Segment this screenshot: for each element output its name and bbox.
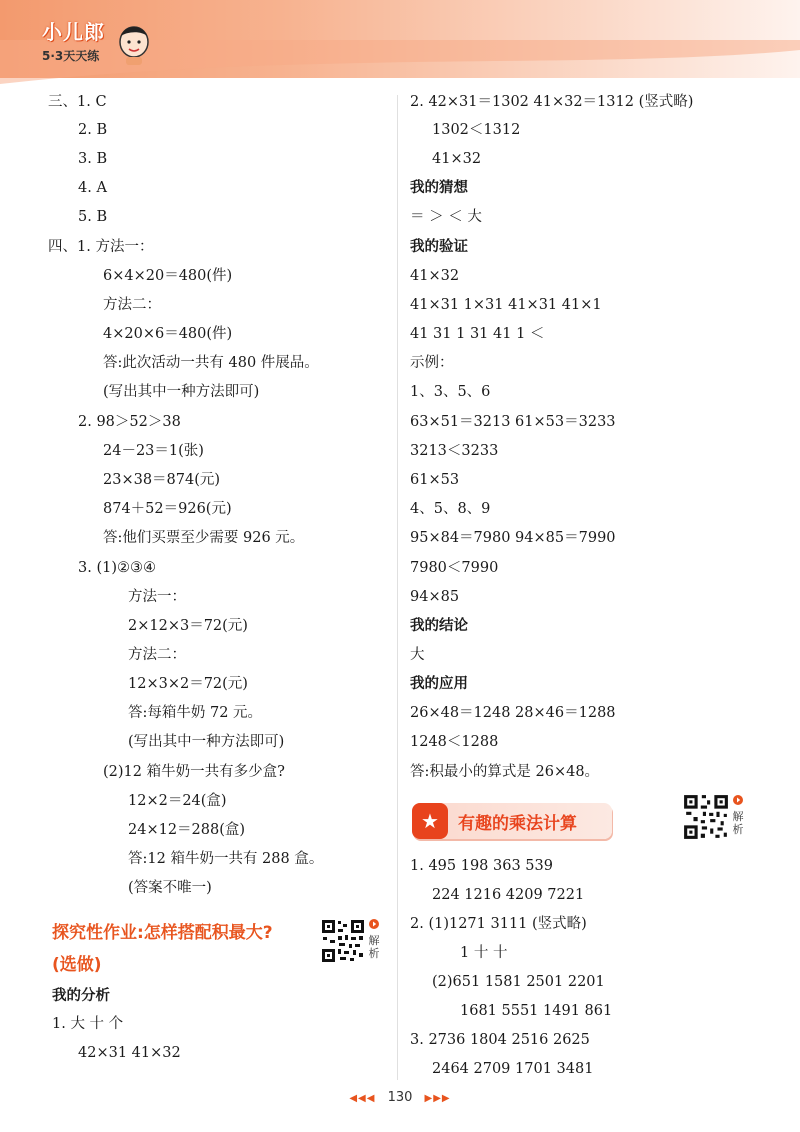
- right-line: 41×31 1×31 41×31 41×1: [410, 297, 602, 313]
- left-line: 12×2＝24(盒): [128, 793, 227, 809]
- left-line: 方法二：: [128, 647, 186, 663]
- left-line: 4×20×6＝480(件): [103, 326, 233, 342]
- page-footer: [0, 1090, 800, 1105]
- left-line: 5. B: [78, 209, 108, 225]
- right-line: 1302＜1312: [432, 122, 521, 138]
- right-line: 94×85: [410, 589, 460, 605]
- qr-code-icon[interactable]: [320, 918, 366, 964]
- right-line: 3213＜3233: [410, 443, 499, 459]
- subheading-guess: 我的猜想: [410, 180, 468, 196]
- left-line: 874＋52＝926(元): [103, 501, 232, 517]
- play-icon: [733, 795, 743, 805]
- left-line: 答:此次活动一共有 480 件展品。: [103, 355, 319, 371]
- column-divider: [397, 95, 398, 1080]
- left-line: 2×12×3＝72(元): [128, 618, 248, 634]
- right-line: 答:积最小的算式是 26×48。: [410, 764, 600, 780]
- left-line: 3. (1)②③④: [78, 560, 156, 576]
- qr-code-icon[interactable]: [682, 793, 730, 841]
- left-line: (2)12 箱牛奶一共有多少盒?: [103, 764, 285, 780]
- left-line: 2. 98＞52＞38: [78, 414, 181, 430]
- brand-name: 小儿郎: [42, 20, 105, 44]
- left-line: 3. B: [78, 151, 108, 167]
- qr-label: 解析: [732, 810, 744, 836]
- right-line: 1 十 十: [460, 945, 508, 961]
- left-line: (写出其中一种方法即可): [128, 734, 285, 750]
- right-line: 2. 42×31＝1302 41×32＝1312 (竖式略): [410, 94, 694, 110]
- subheading-application: 我的应用: [410, 676, 468, 692]
- right-line: 41 31 1 31 41 1 ＜: [410, 326, 545, 342]
- left-line: 42×31 41×32: [78, 1045, 181, 1061]
- right-line: 4、5、8、9: [410, 501, 491, 517]
- left-line: 6×4×20＝480(件): [103, 268, 233, 284]
- right-line: 95×84＝7980 94×85＝7990: [410, 530, 616, 546]
- left-line: (答案不唯一): [128, 880, 212, 896]
- left-line: 24－23＝1(张): [103, 443, 204, 459]
- left-line: 12×3×2＝72(元): [128, 676, 248, 692]
- right-line: 1. 495 198 363 539: [410, 858, 553, 874]
- right-line: 2. (1)1271 3111 (竖式略): [410, 916, 587, 932]
- next-arrows-icon: ▶▶▶: [424, 1093, 451, 1104]
- left-line: 方法一：: [128, 589, 186, 605]
- qr-label: 解析: [368, 934, 380, 960]
- right-line: 41×32: [432, 151, 482, 167]
- section-title-optional: (选做): [52, 955, 102, 975]
- left-line: 答:每箱牛奶 72 元。: [128, 705, 263, 721]
- right-line: 26×48＝1248 28×46＝1288: [410, 705, 616, 721]
- subheading-analysis: 我的分析: [52, 988, 110, 1004]
- page-header: [0, 0, 800, 78]
- left-line: 方法二：: [103, 297, 161, 313]
- right-line: 1、3、5、6: [410, 384, 491, 400]
- right-line: 1248＜1288: [410, 734, 499, 750]
- star-icon: ★: [412, 803, 448, 839]
- left-line: 1. 大 十 个: [52, 1016, 124, 1032]
- left-line: 答:他们买票至少需要 926 元。: [103, 530, 305, 546]
- brand-logo: [42, 16, 105, 64]
- right-line: 大: [410, 647, 425, 663]
- left-line: 2. B: [78, 122, 108, 138]
- play-icon: [369, 919, 379, 929]
- left-line: 四、1. 方法一：: [48, 239, 154, 255]
- right-line: 示例：: [410, 355, 454, 371]
- subheading-verify: 我的验证: [410, 239, 468, 255]
- right-line: 2464 2709 1701 3481: [432, 1061, 594, 1077]
- section-badge: [412, 803, 612, 839]
- right-line: 1681 5551 1491 861: [460, 1003, 613, 1019]
- right-line: 3. 2736 1804 2516 2625: [410, 1032, 590, 1048]
- subheading-conclusion: 我的结论: [410, 618, 468, 634]
- left-line: (写出其中一种方法即可): [103, 384, 260, 400]
- right-line: 63×51＝3213 61×53＝3233: [410, 414, 616, 430]
- right-line: 224 1216 4209 7221: [432, 887, 585, 903]
- series-name: 5·3天天练: [42, 49, 100, 63]
- right-line: 41×32: [410, 268, 460, 284]
- right-line: (2)651 1581 2501 2201: [432, 974, 605, 990]
- right-line: ＝ ＞ ＜ 大: [410, 209, 482, 225]
- right-line: 7980＜7990: [410, 560, 499, 576]
- left-line: 24×12＝288(盒): [128, 822, 246, 838]
- page-number: 130: [387, 1090, 413, 1105]
- badge-title: 有趣的乘法计算: [458, 814, 577, 834]
- left-line: 4. A: [78, 180, 107, 196]
- left-line: 23×38＝874(元): [103, 472, 221, 488]
- left-line: 三、1. C: [48, 94, 107, 110]
- right-line: 61×53: [410, 472, 460, 488]
- mascot-icon: [116, 22, 152, 66]
- prev-arrows-icon: ◀◀◀: [349, 1093, 376, 1104]
- section-title: 探究性作业:怎样搭配积最大?: [52, 923, 273, 943]
- left-line: 答:12 箱牛奶一共有 288 盒。: [128, 851, 324, 867]
